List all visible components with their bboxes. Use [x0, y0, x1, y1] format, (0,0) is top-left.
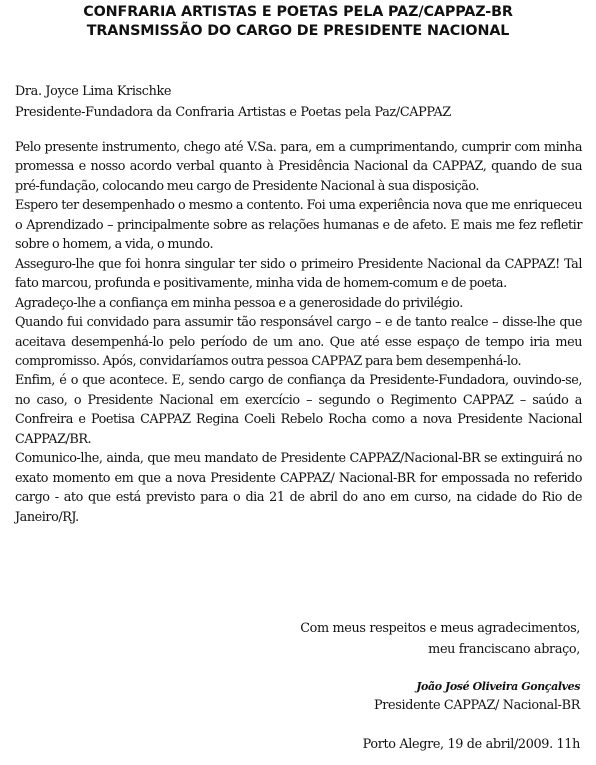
- header-subtitle: TRANSMISSÃO DO CARGO DE PRESIDENTE NACIONAL: [86, 23, 510, 39]
- handwritten-signature: João José Oliveira Gonçalves: [416, 680, 580, 693]
- dateline: Porto Alegre, 19 de abril/2009. 11h: [362, 737, 580, 752]
- document-header: [0, 3, 596, 41]
- body-paragraph: Comunico-lhe, ainda, que meu mandato de Presidente CAPPAZ/Nacional-BR se extinguirá no exato momento em que a nova Presidente CAPPAZ/ Nacional-BR for empossada no referido cargo - ato que está previsto para o dia 21 de abril do ano em curso, na cidade do Rio de Janeiro/RJ.: [15, 451, 582, 525]
- body-paragraph: Quando fui convidado para assumir tão responsável cargo – e de tanto realce – disse-lhe que aceitava desempenhá-lo pelo período de um ano. Que até esse espaço de tempo iria meu compromisso. Após, convidaríamos outra pessoa CAPPAZ para bem desempenhá-lo.: [15, 315, 582, 369]
- signer-title: Presidente CAPPAZ/ Nacional-BR: [374, 698, 580, 713]
- closing-line: meu franciscano abraço,: [428, 642, 580, 657]
- addressee-title: Presidente-Fundadora da Confraria Artistas e Poetas pela Paz/CAPPAZ: [15, 105, 451, 120]
- header-title: CONFRARIA ARTISTAS E POETAS PELA PAZ/CAPPAZ-BR: [83, 4, 513, 20]
- addressee-block: [15, 81, 585, 123]
- body-paragraph: Agradeço-lhe a confiança em minha pessoa e a generosidade do privilégio.: [15, 295, 463, 311]
- body-paragraph: Pelo presente instrumento, chego até V.Sa. para, em a cumprimentando, cumprir com minha promessa e nosso acordo verbal quanto à Presidência Nacional da CAPPAZ, quando de sua pré-fundação, colocando meu cargo de Presidente Nacional à sua disposição.: [15, 140, 582, 194]
- closing-line: Com meus respeitos e meus agradecimentos,: [300, 621, 580, 636]
- letter-body: [15, 138, 582, 527]
- addressee-name: Dra. Joyce Lima Krischke: [15, 84, 172, 99]
- body-paragraph: Espero ter desempenhado o mesmo a contento. Foi uma experiência nova que me enriqueceu o Aprendizado – principalmente sobre as relações humanas e de afeto. E mais me fez refletir sobre o homem, a vida, o mundo.: [15, 198, 582, 253]
- body-paragraph: Asseguro-lhe que foi honra singular ter sido o primeiro Presidente Nacional da CAPPAZ! Tal fato marcou, profunda e positivamente, minha vida de homem-comum e de poeta.: [15, 256, 582, 292]
- closing-block: [300, 618, 580, 660]
- body-paragraph: Enfim, é o que acontece. E, sendo cargo de confiança da Presidente-Fundadora, ouvindo-se, no caso, o Presidente Nacional em exercício – segundo o Regimento CAPPAZ – saúdo a Confreira e Poetisa CAPPAZ Regina Coeli Rebelo Rocha como a nova Presidente Nacional CAPPAZ/BR.: [15, 373, 582, 447]
